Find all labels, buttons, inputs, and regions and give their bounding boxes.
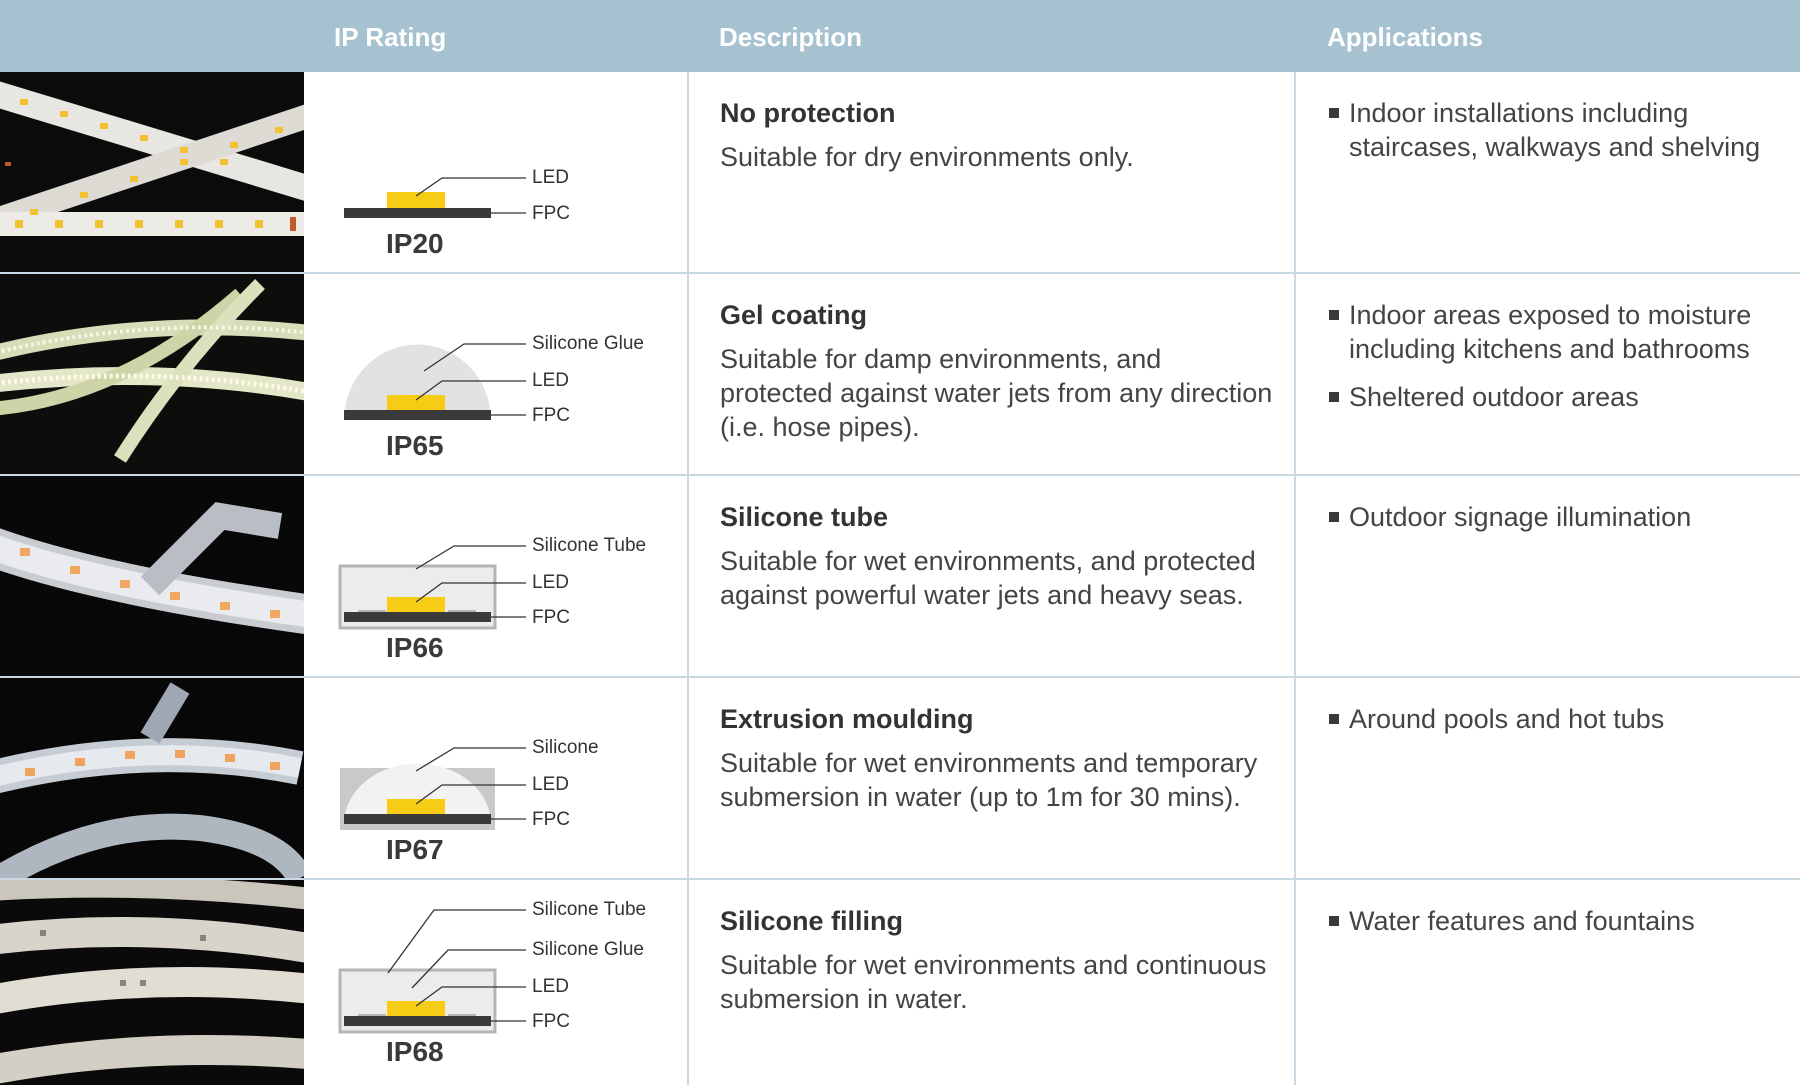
application-item: Around pools and hot tubs <box>1327 702 1797 736</box>
diagram-label: LED <box>532 167 569 188</box>
description-title: No protection <box>720 98 896 128</box>
ip65-diagram <box>304 274 688 474</box>
ip20-diagram <box>304 72 688 272</box>
ip66-diagram <box>304 476 688 676</box>
description-text: Suitable for damp environments, and protected against water jets from any direction (i.e. hose pipes). <box>720 344 1273 442</box>
diagram-label: FPC <box>532 607 570 628</box>
diagram-label: Silicone Glue <box>532 939 644 960</box>
ip68-diagram <box>304 880 688 1085</box>
ip67-diagram <box>304 678 688 878</box>
ip-rating-label: IP65 <box>386 430 444 461</box>
description-title: Gel coating <box>720 300 868 330</box>
diagram-label: Silicone Glue <box>532 333 644 354</box>
table-row-ip20 <box>0 72 1800 274</box>
description-text: Suitable for wet environments, and protected against powerful water jets and heavy seas. <box>720 546 1256 610</box>
description-title: Extrusion moulding <box>720 704 974 734</box>
application-item: Indoor areas exposed to moisture including kitchens and bathrooms <box>1327 298 1797 366</box>
led-strip-photo <box>0 476 304 676</box>
application-item: Indoor installations including staircases, walkways and shelving <box>1327 96 1797 164</box>
diagram-label: LED <box>532 370 569 391</box>
ip-rating-label: IP68 <box>386 1036 444 1067</box>
application-item: Sheltered outdoor areas <box>1327 380 1797 414</box>
column-divider <box>1294 72 1296 1085</box>
led-strip-photo <box>0 274 304 474</box>
ip-rating-label: IP67 <box>386 834 444 865</box>
diagram-label: Silicone Tube <box>532 535 647 556</box>
table-row-ip65 <box>0 274 1800 476</box>
description-cell <box>720 500 1280 612</box>
table-row-ip68 <box>0 880 1800 1085</box>
diagram-label: FPC <box>532 809 570 830</box>
header-ip-rating: IP Rating <box>334 22 447 52</box>
table-row-ip67 <box>0 678 1800 880</box>
applications-list <box>1327 96 1797 178</box>
description-text: Suitable for dry environments only. <box>720 142 1134 172</box>
diagram-label: LED <box>532 774 569 795</box>
applications-list <box>1327 702 1797 750</box>
header-applications: Applications <box>1327 22 1484 52</box>
applications-list <box>1327 904 1797 952</box>
diagram-label: FPC <box>532 405 570 426</box>
led-strip-photo <box>0 678 304 878</box>
description-title: Silicone tube <box>720 502 889 532</box>
diagram-label: Silicone <box>532 737 599 758</box>
header-description: Description <box>719 22 863 52</box>
diagram-label: FPC <box>532 203 570 224</box>
application-item: Water features and fountains <box>1327 904 1797 938</box>
applications-list <box>1327 500 1797 548</box>
led-strip-photo <box>0 72 304 272</box>
diagram-label: LED <box>532 572 569 593</box>
diagram-label: LED <box>532 976 569 997</box>
table-header <box>0 0 1800 72</box>
applications-list <box>1327 298 1797 428</box>
description-cell <box>720 298 1280 444</box>
description-cell <box>720 904 1280 1016</box>
description-title: Silicone filling <box>720 906 904 936</box>
description-cell <box>720 96 1280 174</box>
diagram-label: Silicone Tube <box>532 899 647 920</box>
description-text: Suitable for wet environments and continuous submersion in water. <box>720 950 1267 1014</box>
diagram-label: FPC <box>532 1011 570 1032</box>
column-divider <box>687 72 689 1085</box>
table-row-ip66 <box>0 476 1800 678</box>
led-strip-photo <box>0 880 304 1085</box>
description-cell <box>720 702 1280 814</box>
application-item: Outdoor signage illumination <box>1327 500 1797 534</box>
description-text: Suitable for wet environments and temporary submersion in water (up to 1m for 30 mins). <box>720 748 1258 812</box>
ip-rating-label: IP66 <box>386 632 444 663</box>
ip-rating-label: IP20 <box>386 228 444 259</box>
